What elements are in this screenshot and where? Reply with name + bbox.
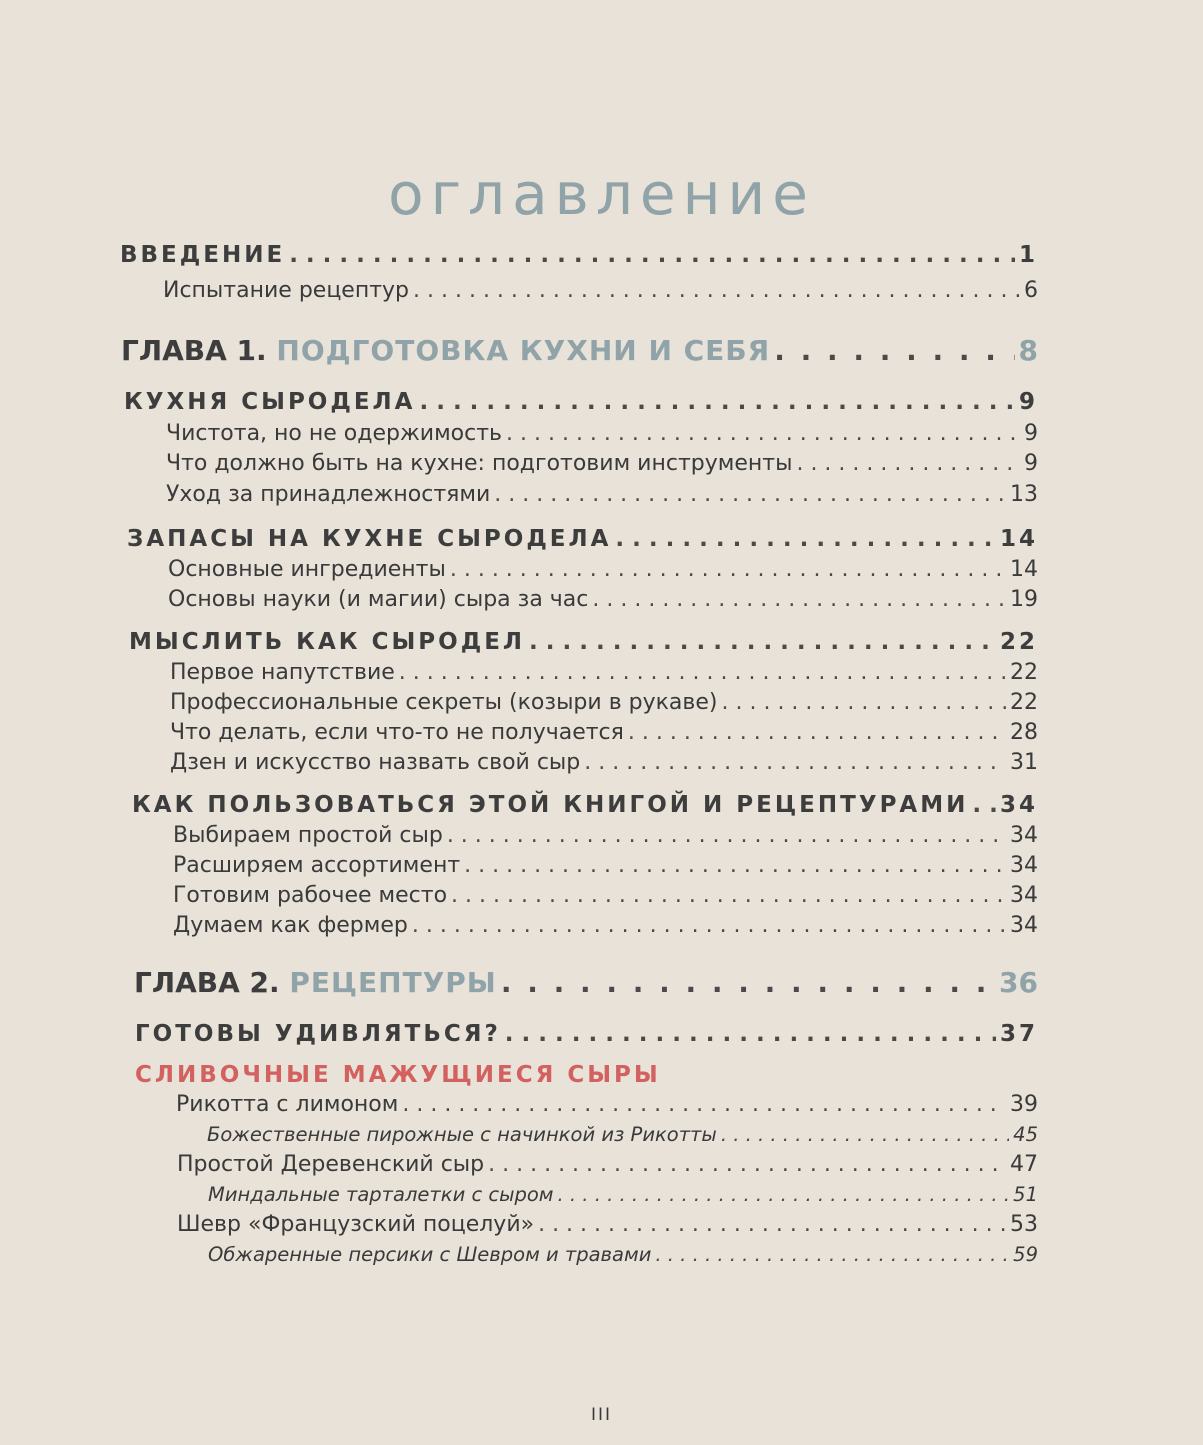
toc-page: 8 [1018, 334, 1038, 367]
toc-entry[interactable] [170, 720, 1038, 745]
leader-dots [451, 883, 1006, 908]
toc-page: 22 [1010, 660, 1038, 685]
leader-dots [972, 792, 996, 818]
toc-chapter-2[interactable] [134, 966, 1038, 999]
toc-label: Основные ингредиенты [168, 557, 446, 582]
toc-entry[interactable] [177, 1212, 1038, 1237]
toc-label: Рикотта с лимоном [176, 1092, 399, 1117]
leader-dots [529, 629, 996, 655]
chapter-prefix: ГЛАВА 2. [134, 966, 280, 999]
leader-dots [722, 690, 1007, 715]
toc-label: Миндальные тарталетки с сыром [208, 1183, 554, 1206]
toc-label: Профессиональные секреты (козыри в рукаве) [170, 690, 718, 715]
toc-label: Основы науки (и магии) сыра за час [168, 587, 589, 612]
toc-label: Простой Деревенский сыр [177, 1152, 485, 1177]
toc-label: ВВЕДЕНИЕ [120, 242, 286, 268]
toc-label: Думаем как фермер [173, 913, 408, 938]
leader-dots [419, 389, 1015, 415]
toc-page: 39 [1010, 1092, 1038, 1117]
toc-page: 36 [999, 966, 1038, 999]
toc-page: 22 [1010, 690, 1038, 715]
toc-entry[interactable] [173, 913, 1038, 938]
page-number: III [590, 1405, 613, 1425]
toc-entry[interactable] [170, 690, 1038, 715]
toc-page: 9 [1018, 389, 1038, 415]
toc-page: 34 [1010, 853, 1038, 878]
toc-page: 6 [1024, 278, 1038, 303]
chapter-title: ПОДГОТОВКА КУХНИ И СЕБЯ [276, 334, 771, 367]
toc-label: Расширяем ассортимент [173, 853, 461, 878]
toc-entry[interactable] [173, 823, 1038, 848]
toc-section-think[interactable] [129, 629, 1038, 655]
toc-page: 31 [1010, 750, 1038, 775]
leader-dots [592, 587, 1006, 612]
toc-label: Чистота, но не одержимость [166, 421, 503, 446]
toc-page: 34 [1010, 883, 1038, 908]
toc-entry[interactable] [177, 1152, 1038, 1177]
leader-dots [501, 966, 995, 999]
toc-page: 1 [1018, 242, 1038, 268]
page-title: оглавление [388, 160, 815, 228]
toc-label: Что должно быть на кухне: подготовим инструменты [166, 451, 793, 476]
leader-dots [399, 660, 1006, 685]
leader-dots [538, 1212, 1006, 1237]
toc-page: 37 [999, 1021, 1038, 1047]
toc-label: Дзен и искусство назвать свой сыр [170, 750, 581, 775]
leader-dots [402, 1092, 1006, 1117]
toc-entry[interactable] [170, 750, 1038, 775]
toc-page: 34 [1010, 913, 1038, 938]
toc-label: Готовим рабочее место [173, 883, 448, 908]
leader-dots [488, 1152, 1006, 1177]
leader-dots [584, 750, 1006, 775]
section-heading-creamy: СЛИВОЧНЫЕ МАЖУЩИЕСЯ СЫРЫ [135, 1062, 661, 1088]
leader-dots [774, 334, 1014, 367]
toc-page: 34 [999, 792, 1038, 818]
toc-entry[interactable] [173, 853, 1038, 878]
leader-dots [464, 853, 1006, 878]
toc-page: 13 [1010, 482, 1038, 507]
toc-page: 9 [1024, 451, 1038, 476]
toc-page: 28 [1010, 720, 1038, 745]
toc-label: Божественные пирожные с начинкой из Рикотты [207, 1123, 717, 1146]
toc-subentry[interactable] [208, 1243, 1038, 1266]
toc-label: Обжаренные персики с Шевром и травами [208, 1243, 652, 1266]
leader-dots [796, 451, 1020, 476]
leader-dots [412, 913, 1006, 938]
toc-label: Что делать, если что-то не получается [170, 720, 624, 745]
leader-dots [655, 1243, 1009, 1266]
toc-page: 34 [1010, 823, 1038, 848]
toc-label: МЫСЛИТЬ КАК СЫРОДЕЛ [129, 629, 526, 655]
toc-section-kitchen[interactable] [124, 389, 1038, 415]
toc-entry[interactable] [176, 1092, 1038, 1117]
toc-label: Шевр «Французский поцелуй» [177, 1212, 535, 1237]
toc-entry[interactable] [166, 421, 1038, 446]
chapter-title: РЕЦЕПТУРЫ [289, 966, 497, 999]
leader-dots [505, 1021, 996, 1047]
leader-dots [447, 823, 1006, 848]
toc-page: 53 [1010, 1212, 1038, 1237]
toc-label: КАК ПОЛЬЗОВАТЬСЯ ЭТОЙ КНИГОЙ И РЕЦЕПТУРАМИ [132, 792, 969, 818]
leader-dots [494, 482, 1006, 507]
toc-page: 14 [1010, 557, 1038, 582]
leader-dots [628, 720, 1006, 745]
toc-entry[interactable] [163, 278, 1038, 303]
toc-label: Испытание рецептур [163, 278, 410, 303]
toc-label: Первое напутствие [170, 660, 395, 685]
toc-chapter-label [134, 966, 497, 999]
toc-entry[interactable] [166, 482, 1038, 507]
chapter-prefix: ГЛАВА 1. [121, 334, 267, 367]
toc-label: КУХНЯ СЫРОДЕЛА [124, 389, 416, 415]
toc-page: 22 [999, 629, 1038, 655]
leader-dots [558, 1183, 1010, 1206]
toc-section-howto[interactable] [132, 792, 1038, 818]
toc-page: 51 [1013, 1183, 1038, 1206]
toc-label: Выбираем простой сыр [173, 823, 443, 848]
toc-entry[interactable] [168, 587, 1038, 612]
leader-dots [289, 242, 1015, 268]
toc-entry[interactable] [168, 557, 1038, 582]
toc-entry[interactable] [170, 660, 1038, 685]
toc-page: 59 [1013, 1243, 1038, 1266]
toc-chapter-1[interactable] [121, 334, 1038, 367]
toc-page: 47 [1010, 1152, 1038, 1177]
toc-chapter-label [121, 334, 770, 367]
toc-page: 19 [1010, 587, 1038, 612]
toc-subentry[interactable] [208, 1183, 1038, 1206]
toc-entry-intro[interactable] [120, 242, 1038, 268]
toc-label: Уход за принадлежностями [166, 482, 491, 507]
leader-dots [506, 421, 1020, 446]
toc-section-supplies[interactable] [127, 526, 1038, 552]
leader-dots [721, 1123, 1009, 1146]
leader-dots [450, 557, 1006, 582]
toc-subentry[interactable] [207, 1123, 1038, 1146]
toc-entry[interactable] [166, 451, 1038, 476]
toc-page: 14 [999, 526, 1038, 552]
leader-dots [615, 526, 996, 552]
toc-label: ГОТОВЫ УДИВЛЯТЬСЯ? [135, 1021, 501, 1047]
toc-section-ready[interactable] [135, 1021, 1038, 1047]
leader-dots [413, 278, 1020, 303]
toc-label: ЗАПАСЫ НА КУХНЕ СЫРОДЕЛА [127, 526, 612, 552]
toc-page: 9 [1024, 421, 1038, 446]
toc-page: 45 [1013, 1123, 1038, 1146]
toc-entry[interactable] [173, 883, 1038, 908]
